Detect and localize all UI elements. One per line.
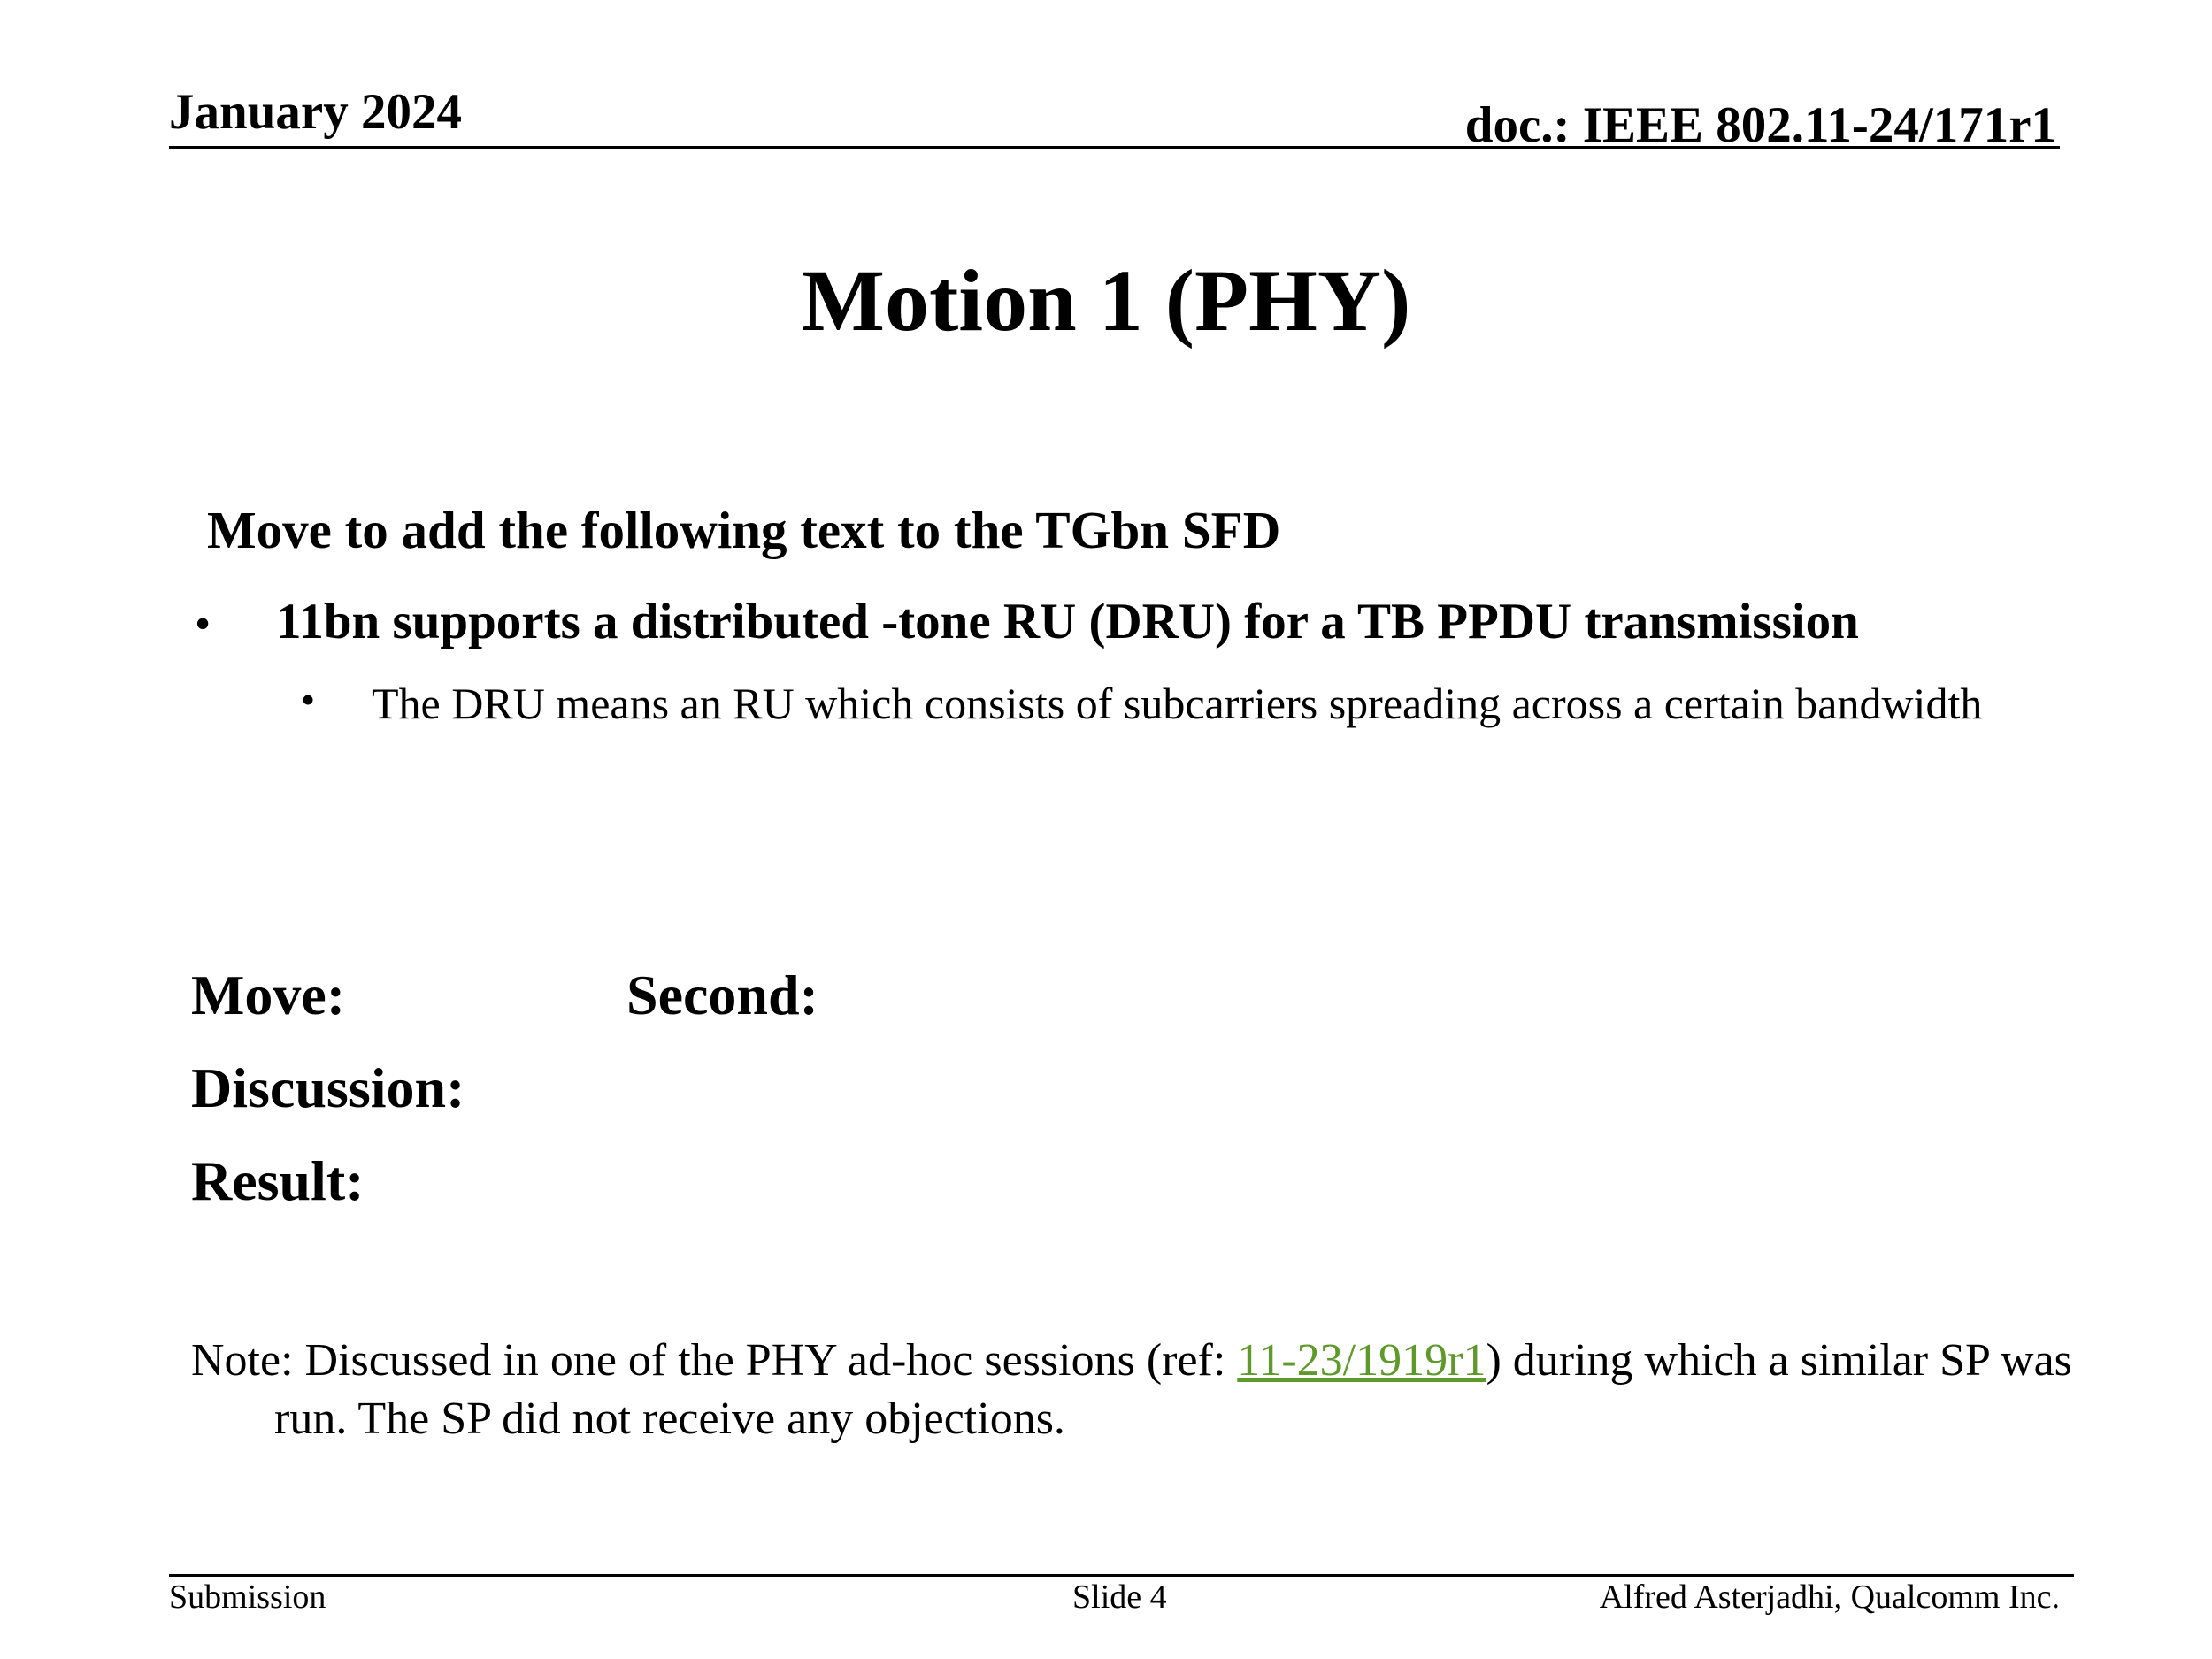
bullet-marker: • xyxy=(195,599,211,649)
move-label: Move: xyxy=(191,964,346,1026)
discussion-label: Discussion: xyxy=(191,1056,465,1119)
note-prefix: Note: Discussed in one of the PHY ad-hoc sessions (ref: xyxy=(191,1335,1238,1386)
note-paragraph xyxy=(191,1332,2132,1448)
footer-slide-number: Slide 4 xyxy=(1072,1578,1167,1616)
footer-author: Alfred Asterjadhi, Qualcomm Inc. xyxy=(1599,1578,2060,1616)
header-doc-id: doc.: IEEE 802.11-24/171r1 xyxy=(1464,97,2056,153)
footer-submission: Submission xyxy=(169,1578,326,1616)
header-date: January 2024 xyxy=(169,84,462,140)
slide-title: Motion 1 (PHY) xyxy=(801,251,1411,349)
result-label: Result: xyxy=(191,1149,365,1212)
motion-intro: Move to add the following text to the TGbn SFD xyxy=(207,501,1281,559)
second-label: Second: xyxy=(626,964,818,1026)
bullet-level2: The DRU means an RU which consists of subcarriers spreading across a certain bandwidth xyxy=(372,679,1983,728)
footer-divider xyxy=(169,1574,2074,1577)
reference-link[interactable]: 11-23/1919r1 xyxy=(1237,1335,1486,1386)
bullet-marker: • xyxy=(301,677,316,722)
note-suffix: ) during which a similar SP was run. The SP did not receive any objections. xyxy=(274,1335,2072,1444)
bullet-level1: 11bn supports a distributed -tone RU (DRU) for a TB PPDU transmission xyxy=(276,594,1859,649)
header-divider xyxy=(169,146,2060,149)
